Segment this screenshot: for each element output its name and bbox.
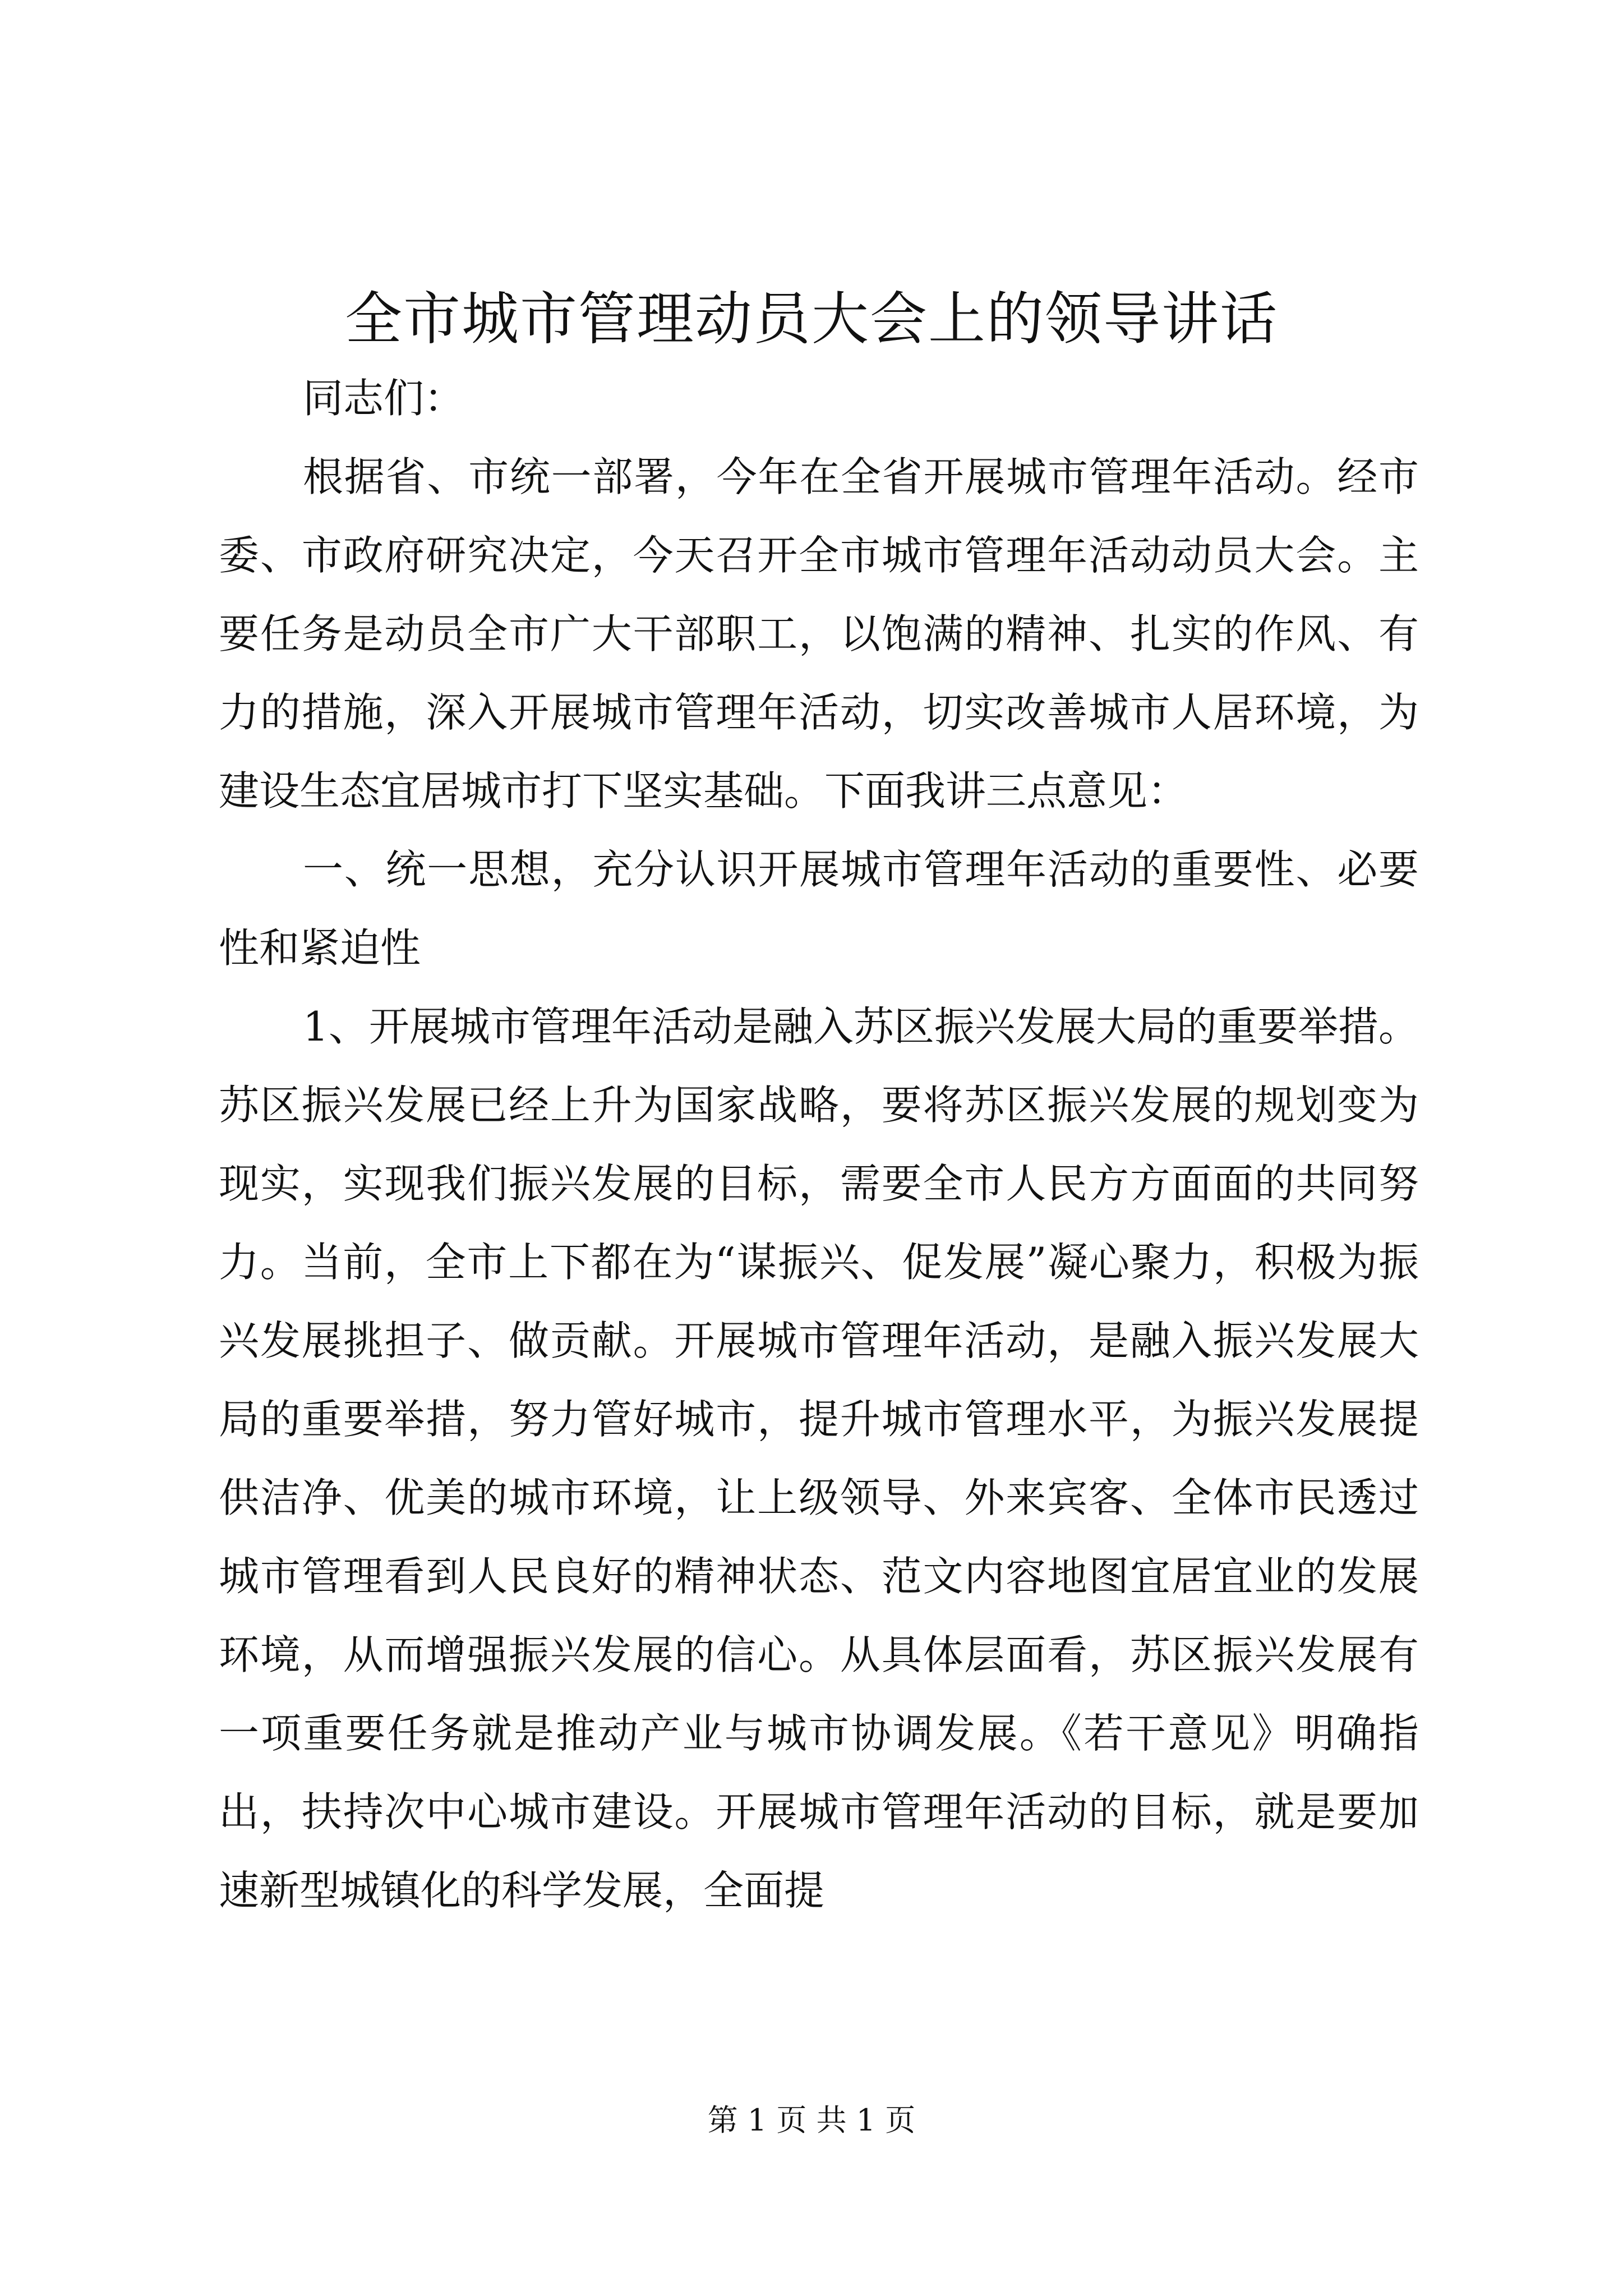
page-footer: 第 1 页 共 1 页: [707, 2102, 916, 2138]
section-heading-paragraph: 一、统一思想，充分认识开展城市管理年活动的重要性、必要性和紧迫性: [219, 846, 1419, 972]
document-body: [219, 359, 1419, 1930]
salutation-paragraph: 同志们：: [303, 375, 465, 422]
point-one-paragraph: 1、开展城市管理年活动是融入苏区振兴发展大局的重要举措。苏区振兴发展已经上升为国家战略，要将苏区振兴发展的规划变为现实，实现我们振兴发展的目标，需要全市人民方方面面的共同努力。当前，全市上下都在为“谋振兴、促发展”凝心聚力，积极为振兴发展挑担子、做贡献。开展城市管理年活动，是融入振兴发展大局的重要举措，努力管好城市，提升城市管理水平，为振兴发展提供洁净、优美的城市环境，让上级领导、外来宾客、全体市民透过城市管理看到人民良好的精神状态、范文内容地图宜居宜业的发展环境，从而增强振兴发展的信心。从具体层面看，苏区振兴发展有一项重要任务就是推动产业与城市协调发展。《若干意见》明确指出，扶持次中心城市建设。开展城市管理年活动的目标，就是要加速新型城镇化的科学发展，全面提: [219, 1003, 1419, 1914]
document-title: 全市城市管理动员大会上的领导讲话: [345, 286, 1278, 353]
intro-paragraph: 根据省、市统一部署，今年在全省开展城市管理年活动。经市委、市政府研究决定，今天召开全市城市管理年活动动员大会。主要任务是动员全市广大干部职工，以饱满的精神、扎实的作风、有力的措施，深入开展城市管理年活动，切实改善城市人居环境，为建设生态宜居城市打下坚实基础。下面我讲三点意见：: [219, 453, 1419, 815]
